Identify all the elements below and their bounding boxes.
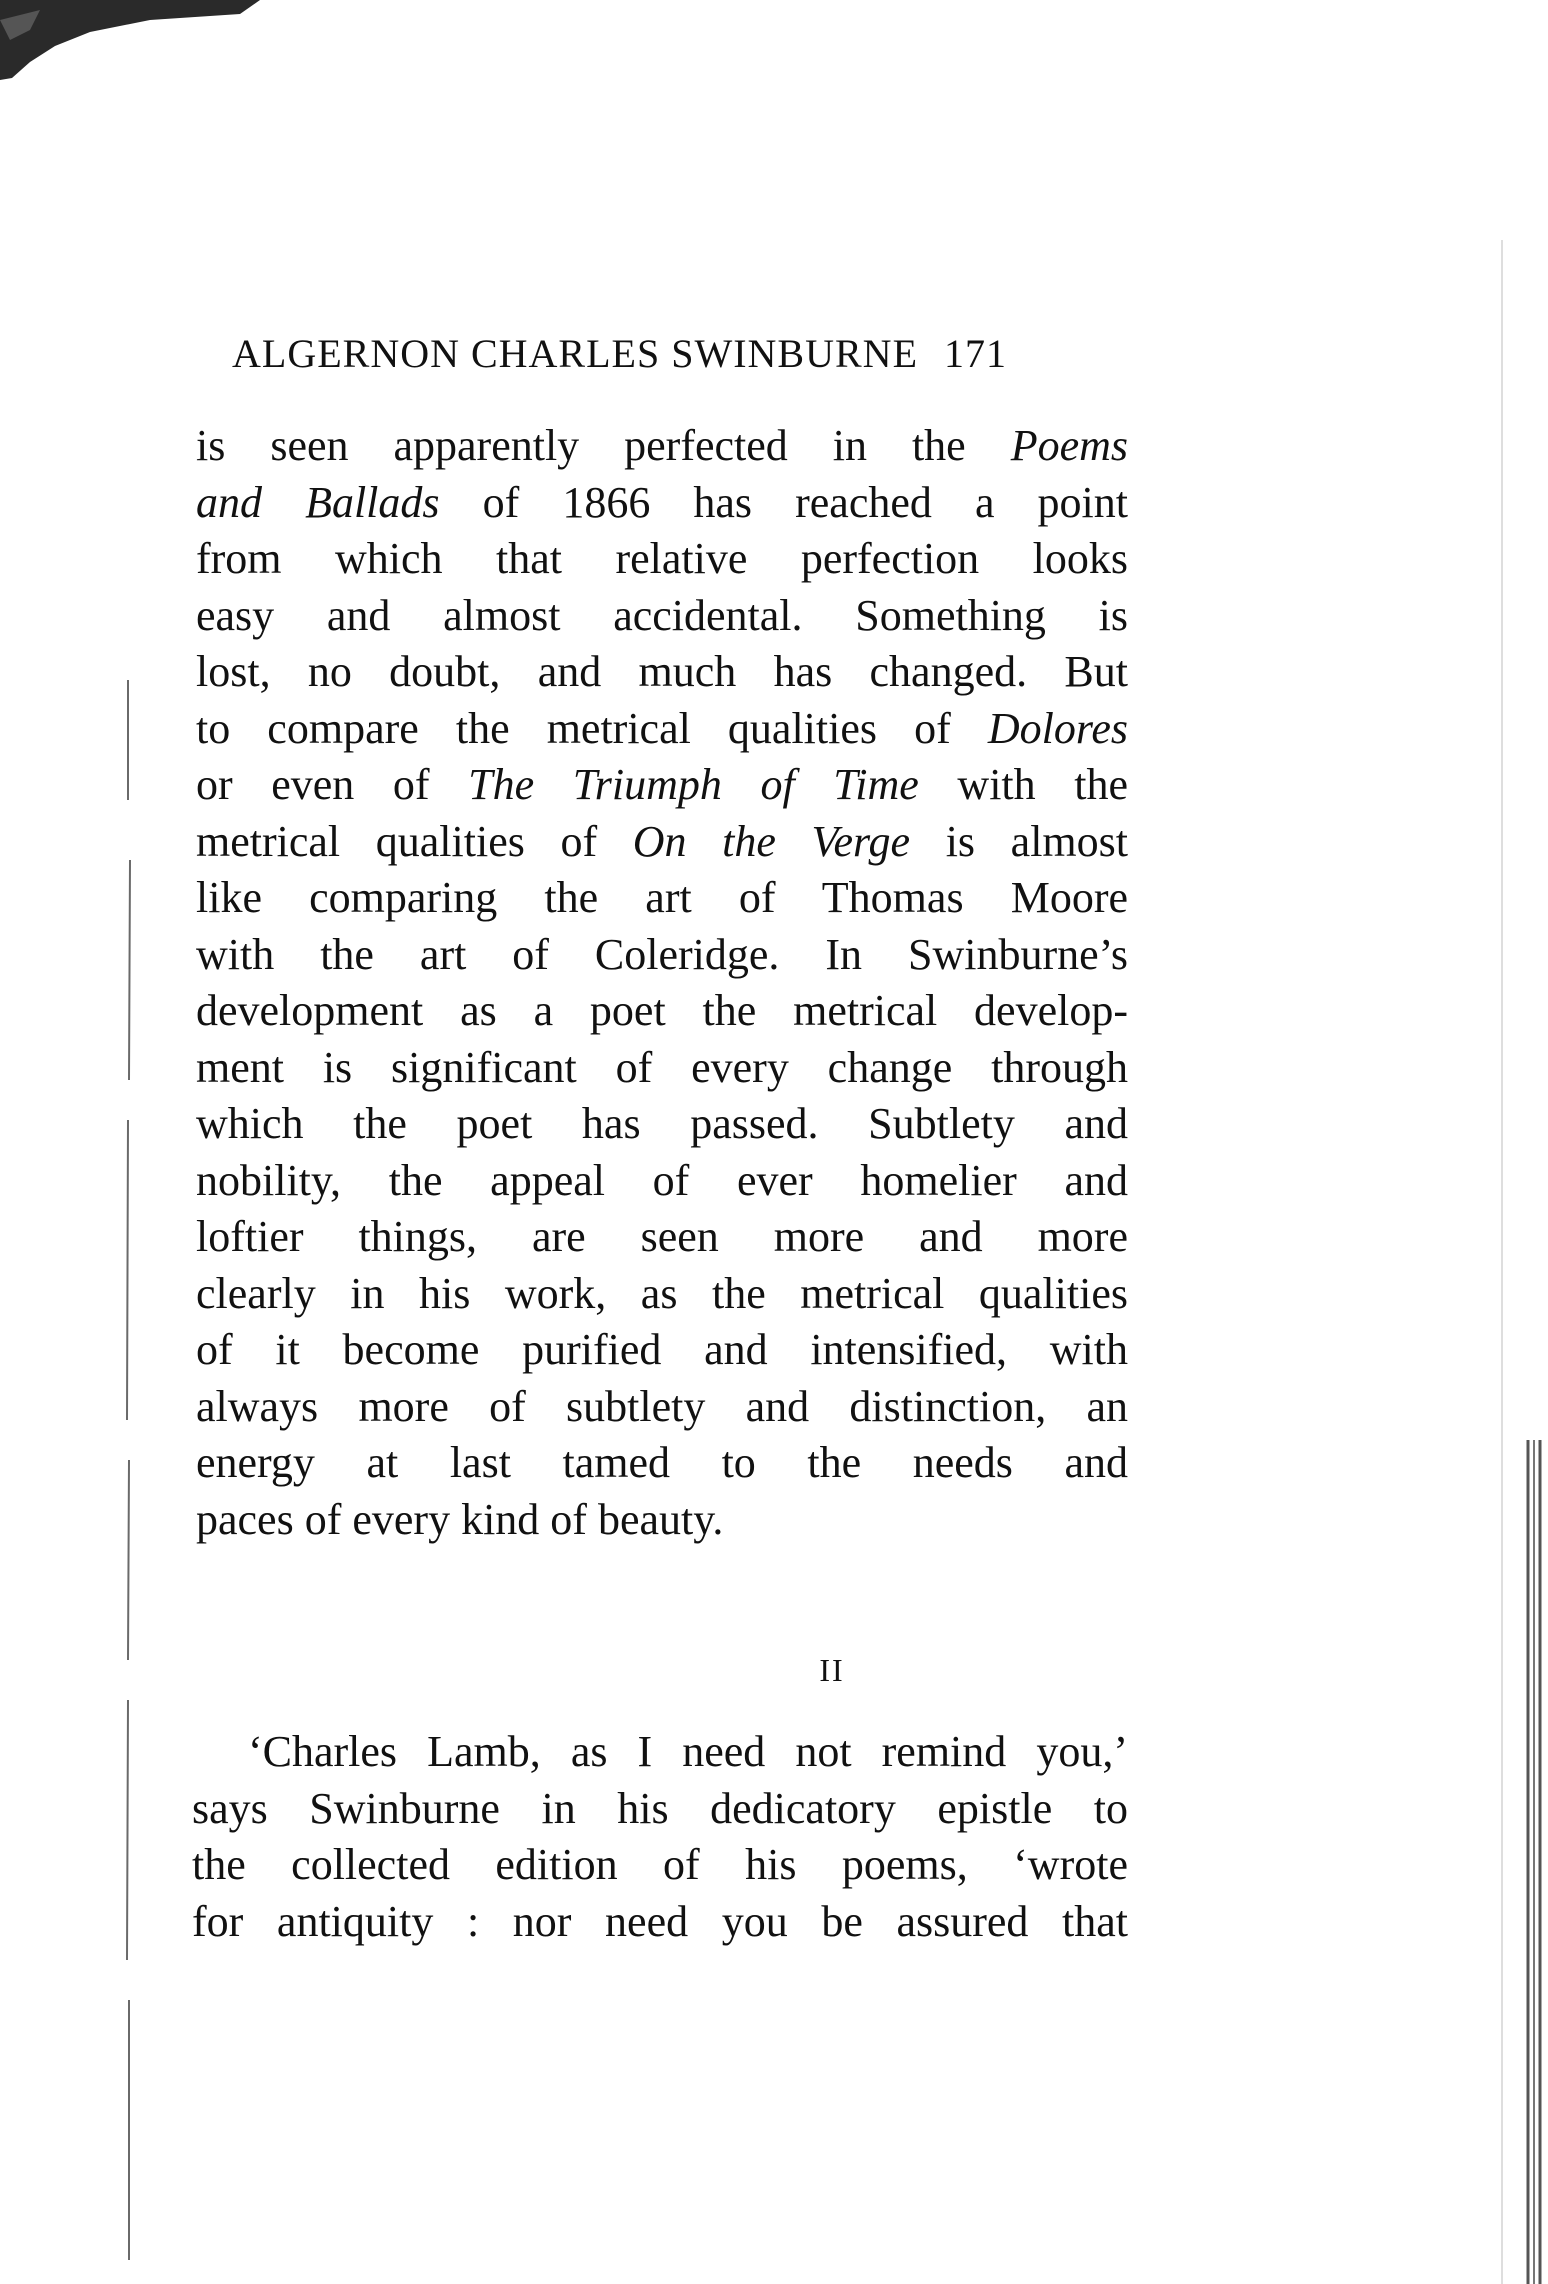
text-run: of it become purified and intensified, with — [196, 1325, 1128, 1374]
text-line — [196, 418, 1128, 475]
text-run: ‘Charles Lamb, as I need not remind you,’ — [248, 1727, 1128, 1776]
text-run: of 1866 has reached a point — [439, 477, 1128, 527]
text-run: for antiquity : nor need you be assured that — [192, 1896, 1128, 1946]
torn-corner-mark — [0, 0, 260, 80]
text-run: nobility, the appeal of ever homelier and — [196, 1155, 1128, 1205]
italic-title: The Triumph of Time — [468, 760, 919, 809]
text-line — [196, 1379, 1128, 1436]
text-run: easy and almost accidental. Something is — [196, 590, 1128, 640]
text-line — [196, 1266, 1128, 1323]
page-number: 171 — [944, 331, 1007, 376]
text-line — [192, 1781, 1128, 1838]
text-run: from which that relative perfection looks — [196, 534, 1128, 583]
text-run: loftier things, are seen more and more — [196, 1212, 1128, 1261]
paragraph-1 — [196, 418, 1128, 1548]
italic-title: and Ballads — [196, 477, 440, 527]
text-run: with the art of Coleridge. In Swinburne’s — [196, 929, 1128, 979]
text-line — [196, 644, 1128, 701]
text-line — [192, 1894, 1128, 1951]
text-run: or even of — [196, 760, 469, 809]
text-run: to compare the metrical qualities of — [196, 703, 988, 753]
text-run: is almost — [910, 816, 1128, 866]
text-run: energy at last tamed to the needs and — [196, 1438, 1128, 1487]
text-run: always more of subtlety and distinction, an — [196, 1381, 1128, 1431]
text-run: the collected edition of his poems, ‘wrote — [192, 1840, 1128, 1889]
text-line — [196, 1153, 1128, 1210]
text-run: with the — [918, 760, 1128, 809]
text-line — [196, 983, 1128, 1040]
text-line — [196, 870, 1128, 927]
left-gutter-scan-marks — [120, 660, 140, 2280]
text-line — [196, 1209, 1128, 1266]
text-run: paces of every kind of beauty. — [196, 1494, 724, 1544]
text-line — [196, 1096, 1128, 1153]
text-line — [196, 588, 1128, 645]
text-line — [196, 927, 1128, 984]
text-run: which the poet has passed. Subtlety and — [196, 1099, 1128, 1148]
text-line — [196, 475, 1128, 532]
text-run: metrical qualities of — [196, 816, 633, 866]
text-run: says Swinburne in his dedicatory epistle to — [192, 1783, 1128, 1833]
text-run: like comparing the art of Thomas Moore — [196, 873, 1128, 922]
text-run: clearly in his work, as the metrical qualities — [196, 1268, 1128, 1318]
text-line — [196, 1040, 1128, 1097]
paragraph-2 — [192, 1724, 1128, 1950]
text-line — [196, 814, 1128, 871]
right-edge-scan-lines — [1488, 240, 1548, 2284]
text-run: lost, no doubt, and much has changed. But — [196, 647, 1128, 696]
text-run: ment is significant of every change through — [196, 1042, 1128, 1092]
text-line — [196, 701, 1128, 758]
italic-title: Dolores — [987, 703, 1128, 753]
text-line — [196, 531, 1128, 588]
text-line — [196, 1435, 1128, 1492]
running-head — [232, 330, 1132, 377]
running-head-title: ALGERNON CHARLES SWINBURNE — [232, 331, 918, 376]
text-line — [192, 1724, 1128, 1781]
text-line — [196, 757, 1128, 814]
text-line — [192, 1837, 1128, 1894]
text-line — [196, 1322, 1128, 1379]
text-run: development as a poet the metrical develop- — [196, 986, 1128, 1035]
italic-title: Poems — [1010, 421, 1128, 470]
text-run: is seen apparently perfected in the — [196, 421, 1011, 470]
section-heading: II — [819, 1652, 845, 1688]
italic-title: On the Verge — [632, 816, 911, 866]
text-line — [196, 1492, 1128, 1549]
